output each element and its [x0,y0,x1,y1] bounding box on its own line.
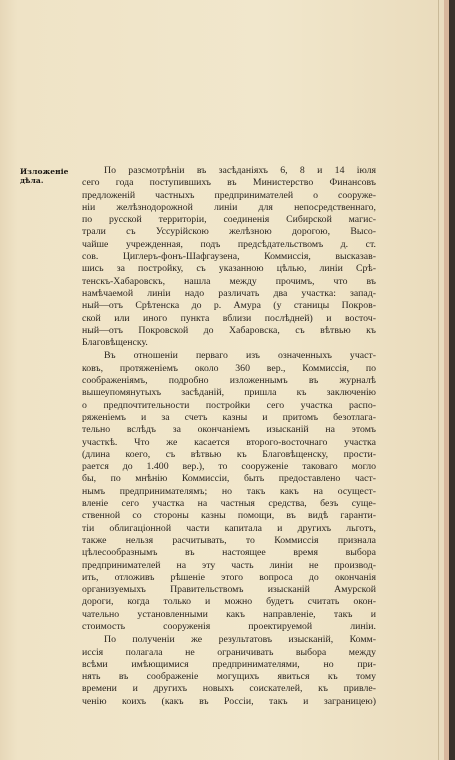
paragraph-2: Въ отношеніи перваго изъ означенныхъ участ- ковъ, протяженіемъ около 360 вер., Коммиссія, по соображеніямъ, подробно изложеннымъ въ журналѣ вышеупомянутыхъ засѣданій, пришла къ заключенію о предпочтительности постройки сего участка распо- ряженіемъ и за счетъ казны и притомъ безотлага- тельно вслѣдъ за окончаніемъ изысканій на этомъ участкѣ. Что же касается второго-восточнаго участка (длина коего, съ вѣтвью къ Благовѣщенску, прости- рается до 1.400 вер.), то сооруженіе таковаго могло бы, по мнѣнію Коммиссіи, быть предоставлено част- нымъ предпринимателямъ; но такъ какъ на осущест- вленіе сего участка на частныя средства, безъ суще- ственной со стороны казны помощи, въ видѣ гаранти- тіи облигаціонной части капитала и другихъ льготъ, также нельзя расчитывать, то Коммиссія признала цѣлесообразнымъ въ настоящее время выбора предпринимателей на эту часть линіи не производ- ить, отложивъ рѣшеніе этого вопроса до окончанія организуемыхъ Правительствомъ изысканій Амурской дороги, когда только и можно будетъ считать окон- чательно установленными какъ направленіе, такъ и стоимость сооруженія проектируемой линіи. [82,350,376,632]
margin-heading: Изложеніе дѣла. [20,167,69,185]
paragraph-3: По полученіи же результатовъ изысканій, Комм- иссія полагала не ограничивать выбора между всѣми имѣющимися предпринимателями, но при- нять въ соображеніе могущихъ явиться къ тому времени и другихъ новыхъ соискателей, къ привле- ченію коихъ (какъ въ Россіи, такъ и заграницею) [82,634,376,707]
body-text [82,165,376,709]
book-cover-edge [449,0,455,760]
paragraph-1: По разсмотрѣніи въ засѣданіяхъ 6, 8 и 14 іюля сего года поступившихъ въ Министерство Финансовъ предложеній частныхъ предпринимателей о сооруже- ніи желѣзнодорожной линіи для непосредственнаго, по русской территоріи, соединенія Сибирской магис- трали съ Уссурійскою желѣзною дорогою, Высо- чайше учрежденная, подъ предсѣдательствомъ д. ст. сов. Циглеръ-фонъ-Шафгаузена, Коммиссія, высказав- шись за постройку, съ указанною цѣлью, линіи Срѣ- тенскъ-Хабаровскъ, нашла между прочимъ, что въ намѣчаемой линіи надо различать два участка: запад- ный—отъ Срѣтенска до р. Амура (у станицы Покров- ской или иного пункта вблизи послѣдней) и восточ- ный—отъ Покровской до Хабаровска, съ вѣтвью къ Благовѣщенску. [82,165,376,349]
